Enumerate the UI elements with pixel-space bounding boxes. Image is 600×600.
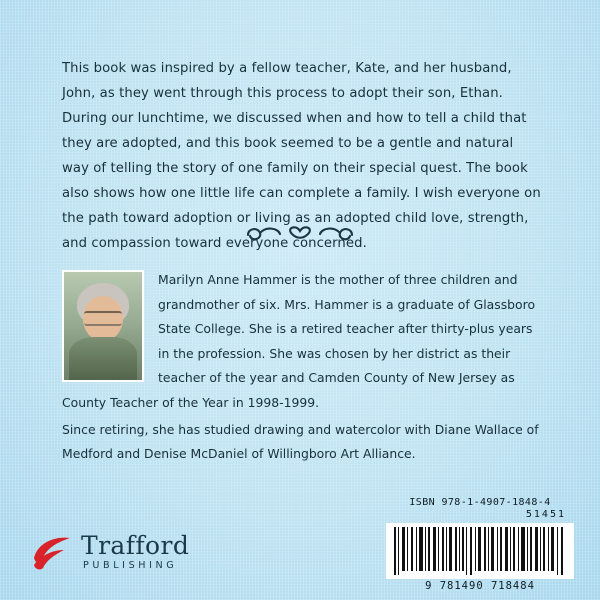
photo-body-shape xyxy=(69,337,138,382)
isbn-label: ISBN 978-1-4907-1848-4 xyxy=(409,497,551,508)
author-bio-text: Marilyn Anne Hammer is the mother of three children and grandmother of six. Mrs. Hammer is a graduate of Glassboro State College. She is a retired teacher after thirty-plus years in the profession. She was chosen by her district as their teacher of the year and Camden County of New Jersey as County Teacher of the Year in 1998-1999. xyxy=(62,272,536,410)
blurb-paragraph: This book was inspired by a fellow teacher, Kate, and her husband, John, as they went through this process to adopt their son, Ethan. During our lunchtime, we discussed when and how to tell a child that they are adopted, and this book seemed to be a gentle and natural way of telling the story of one family on their special quest. The book also shows how one little life can complete a family. I wish everyone on the path toward adoption or living as an adopted child love, strength, and compassion toward everyone concerned. xyxy=(62,61,541,251)
decorative-ornament xyxy=(0,222,600,253)
author-bio-text-continued: Since retiring, she has studied drawing and watercolor with Diane Wallace of Medford and Denise McDaniel of Willingboro Art Alliance. xyxy=(62,421,539,462)
isbn-barcode-block xyxy=(386,497,574,592)
barcode-bars-icon xyxy=(386,523,574,579)
publisher-subtitle: PUBLISHING xyxy=(83,560,178,571)
author-photo xyxy=(62,270,144,382)
ornament-swirl-icon xyxy=(240,222,360,248)
publisher-text-group xyxy=(81,533,189,571)
wave-logo-svg xyxy=(30,532,74,572)
barcode-number: 9 781490 718484 xyxy=(425,580,535,592)
trafford-wave-icon xyxy=(30,532,74,572)
author-bio-block xyxy=(62,268,542,467)
publisher-name: Trafford xyxy=(81,531,190,560)
barcode-image xyxy=(386,523,574,579)
publisher-logo-block xyxy=(30,532,189,572)
photo-glasses-shape xyxy=(84,311,121,326)
isbn-price-code: 51451 xyxy=(525,509,566,520)
